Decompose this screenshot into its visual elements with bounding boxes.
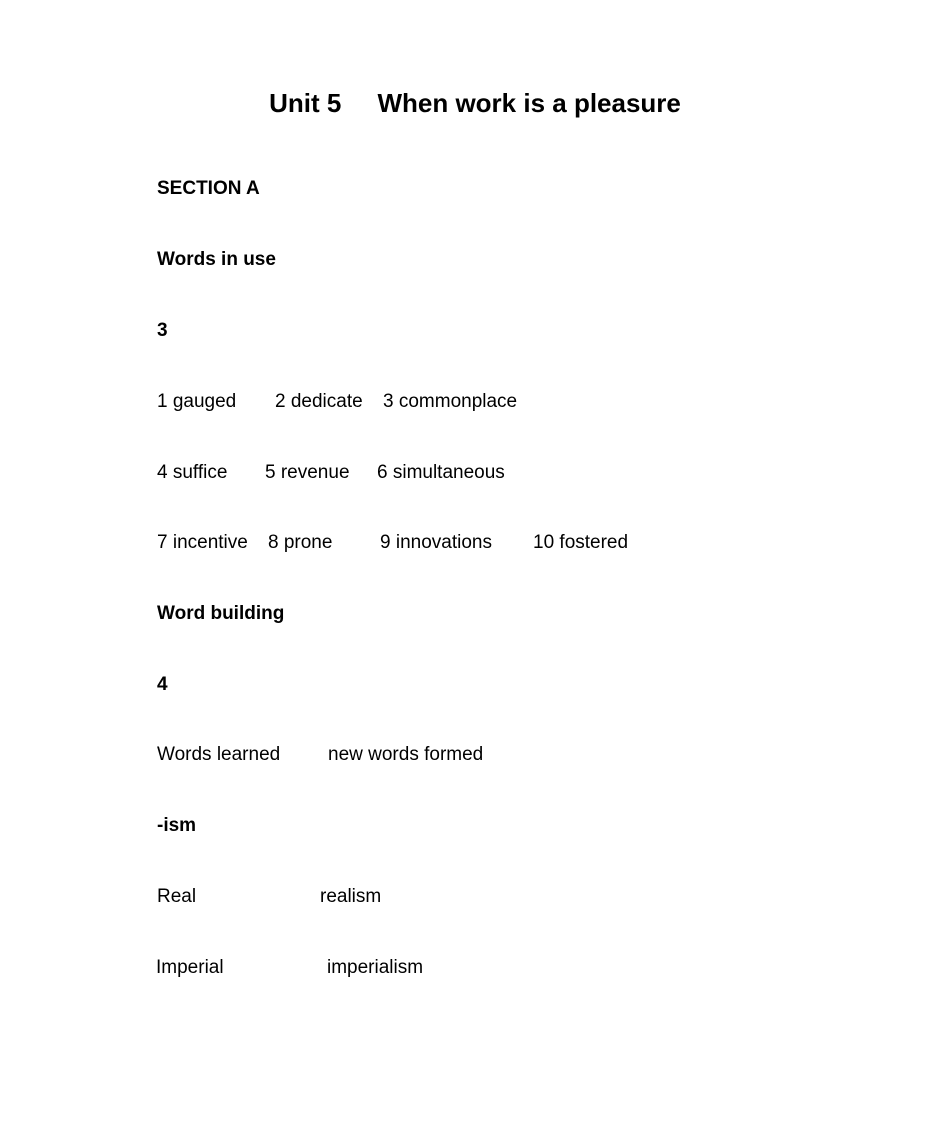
page-title [0, 88, 950, 119]
answers-row-3 [157, 531, 757, 555]
answer-item: 5 revenue [265, 462, 350, 483]
unit-number: Unit 5 [269, 88, 342, 118]
section-heading: SECTION A [157, 178, 260, 199]
suffix-heading: -ism [157, 815, 197, 836]
word-learned: Imperial [156, 957, 224, 978]
answer-item: 1 gauged [157, 391, 237, 412]
answer-item: 2 dedicate [275, 391, 363, 412]
column-header-words-learned: Words learned [157, 744, 281, 765]
word-formed: imperialism [327, 957, 424, 978]
word-row [157, 885, 557, 909]
word-formed: realism [320, 886, 382, 907]
answer-item: 8 prone [268, 532, 333, 553]
word-building-heading: Word building [157, 603, 285, 624]
column-header-new-words: new words formed [328, 744, 484, 765]
answers-row-1 [157, 390, 657, 414]
unit-heading: When work is a pleasure [377, 88, 681, 118]
answer-item: 3 commonplace [383, 391, 518, 412]
exercise-number-3: 3 [157, 320, 168, 341]
word-row [156, 956, 556, 980]
answers-row-2 [157, 461, 657, 485]
word-learned: Real [157, 886, 197, 907]
answer-item: 4 suffice [157, 462, 228, 483]
words-in-use-heading: Words in use [157, 249, 276, 270]
answer-item: 9 innovations [380, 532, 492, 553]
word-table-header [157, 743, 657, 767]
answer-item: 10 fostered [533, 532, 629, 553]
exercise-number-4: 4 [157, 674, 168, 695]
answer-item: 7 incentive [157, 532, 248, 553]
answer-item: 6 simultaneous [377, 462, 505, 483]
